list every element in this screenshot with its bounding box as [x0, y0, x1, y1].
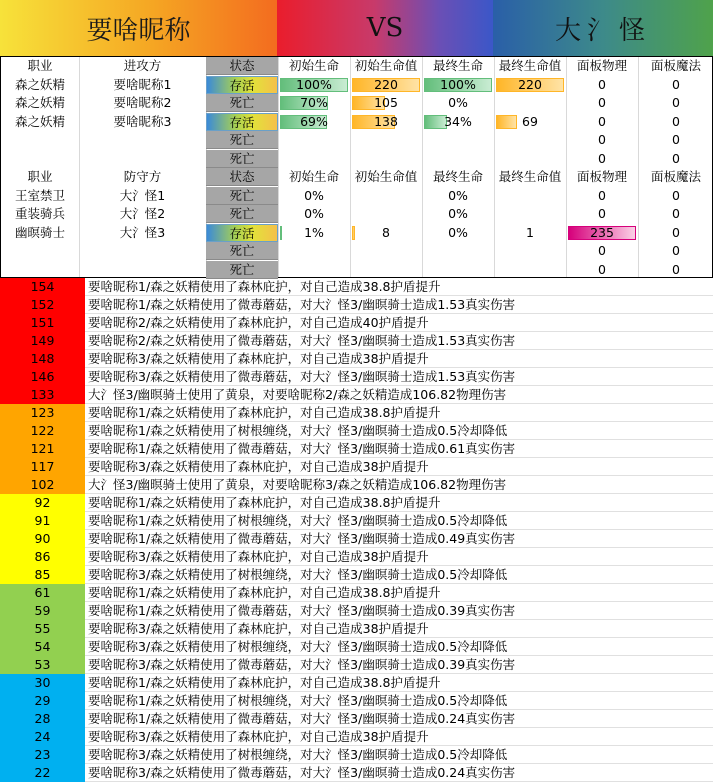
unit-job [1, 150, 79, 168]
log-row [0, 458, 713, 476]
log-row [0, 728, 713, 746]
log-turn: 61 [0, 584, 85, 602]
unit-job [1, 242, 79, 260]
log-message: 要啥昵称1/森之妖精使用了树根缠绕，对大氵怪3/幽暝骑士造成0.5冷却降低 [88, 513, 508, 528]
unit-name: 要啥昵称1 [113, 76, 172, 92]
log-turn: 90 [0, 530, 85, 548]
final-hp-percent: 0% [448, 206, 468, 221]
header-cell: 职业 [27, 169, 53, 184]
log-row [0, 296, 713, 314]
initial-hp-percent: 70% [300, 95, 328, 110]
log-row [0, 404, 713, 422]
initial-hp-percent: 69% [300, 113, 328, 129]
final-hp-percent: 0% [448, 95, 468, 110]
battle-log [0, 278, 713, 782]
unit-status: 死亡 [206, 205, 278, 223]
log-turn: 23 [0, 746, 85, 764]
header-cell: 进攻方 [123, 58, 162, 73]
log-row [0, 422, 713, 440]
log-turn: 24 [0, 728, 85, 746]
log-turn: 117 [0, 458, 85, 476]
unit-status: 存活 [206, 224, 278, 242]
panel-magic: 0 [672, 113, 680, 129]
log-turn: 146 [0, 368, 85, 386]
log-message: 要啥昵称1/森之妖精使用了森林庇护，对自己造成38.8护盾提升 [88, 495, 441, 510]
log-message: 要啥昵称3/森之妖精使用了树根缠绕，对大氵怪3/幽暝骑士造成0.5冷却降低 [88, 567, 508, 582]
panel-magic: 0 [672, 76, 680, 92]
panel-physical: 0 [598, 150, 606, 166]
initial-hp-value: 8 [382, 224, 390, 240]
log-turn: 133 [0, 386, 85, 404]
final-hp-percent [422, 150, 494, 168]
log-message: 要啥昵称3/森之妖精使用了森林庇护，对自己造成38护盾提升 [88, 351, 429, 366]
unit-status: 存活 [206, 113, 278, 131]
initial-hp-value [350, 242, 422, 260]
header-cell: 初始生命 [288, 169, 339, 184]
header-cell: 面板物理 [576, 58, 627, 73]
log-message: 要啥昵称1/森之妖精使用了微毒蘑菇，对大氵怪3/幽暝骑士造成1.53真实伤害 [88, 297, 516, 312]
unit-name: 要啥昵称2 [113, 95, 172, 110]
panel-physical: 235 [590, 224, 614, 240]
table-header-row [1, 168, 713, 186]
log-message: 要啥昵称3/森之妖精使用了树根缠绕，对大氵怪3/幽暝骑士造成0.5冷却降低 [88, 747, 508, 762]
log-row [0, 764, 713, 782]
unit-status: 死亡 [206, 150, 278, 168]
log-message: 要啥昵称2/森之妖精使用了微毒蘑菇，对大氵怪3/幽暝骑士造成1.53真实伤害 [88, 333, 516, 348]
log-message: 要啥昵称1/森之妖精使用了微毒蘑菇，对大氵怪3/幽暝骑士造成0.49真实伤害 [88, 531, 516, 546]
panel-magic: 0 [672, 150, 680, 166]
unit-row [1, 261, 713, 279]
log-row [0, 548, 713, 566]
unit-job [1, 261, 79, 279]
panel-physical: 0 [598, 187, 606, 203]
final-hp-percent [422, 242, 494, 260]
panel-magic: 0 [672, 187, 680, 203]
log-message: 要啥昵称3/森之妖精使用了微毒蘑菇，对大氵怪3/幽暝骑士造成0.39真实伤害 [88, 657, 516, 672]
log-turn: 22 [0, 764, 85, 782]
log-row [0, 674, 713, 692]
initial-hp-value [350, 131, 422, 149]
panel-magic: 0 [672, 95, 680, 110]
log-turn: 54 [0, 638, 85, 656]
log-turn: 123 [0, 404, 85, 422]
header-cell: 最终生命 [432, 169, 483, 184]
final-hp-percent: 100% [440, 76, 476, 92]
panel-physical: 0 [598, 261, 606, 277]
panel-physical: 0 [598, 206, 606, 221]
log-row [0, 494, 713, 512]
log-turn: 154 [0, 278, 85, 296]
panel-physical: 0 [598, 243, 606, 258]
unit-name: 大氵怪2 [119, 206, 166, 221]
panel-magic: 0 [672, 224, 680, 240]
panel-magic: 0 [672, 261, 680, 277]
initial-hp-percent: 0% [304, 206, 324, 221]
log-turn: 29 [0, 692, 85, 710]
initial-hp-percent [278, 261, 350, 279]
log-row [0, 350, 713, 368]
log-message: 要啥昵称1/森之妖精使用了树根缠绕，对大氵怪3/幽暝骑士造成0.5冷却降低 [88, 693, 508, 708]
initial-hp-value: 220 [374, 76, 398, 92]
log-row [0, 530, 713, 548]
log-message: 要啥昵称1/森之妖精使用了森林庇护，对自己造成38.8护盾提升 [88, 405, 441, 420]
unit-row [1, 187, 713, 205]
unit-name [79, 150, 206, 168]
final-hp-value [494, 131, 566, 149]
initial-hp-percent [278, 242, 350, 260]
initial-hp-percent [278, 131, 350, 149]
log-row [0, 692, 713, 710]
unit-job: 重装骑兵 [14, 206, 65, 221]
panel-physical: 0 [598, 132, 606, 147]
log-row [0, 620, 713, 638]
unit-row [1, 150, 713, 168]
header-cell: 面板魔法 [650, 58, 701, 73]
log-row [0, 440, 713, 458]
unit-row [1, 76, 713, 94]
initial-hp-value [350, 150, 422, 168]
log-turn: 91 [0, 512, 85, 530]
log-message: 大氵怪3/幽暝骑士使用了黄泉，对要啥昵称3/森之妖精造成106.82物理伤害 [88, 477, 507, 492]
log-message: 要啥昵称3/森之妖精使用了森林庇护，对自己造成38护盾提升 [88, 729, 429, 744]
unit-status: 死亡 [206, 187, 278, 205]
final-hp-value [494, 150, 566, 168]
unit-name [79, 242, 206, 260]
log-row [0, 368, 713, 386]
final-hp-value: 220 [518, 76, 542, 92]
log-row [0, 656, 713, 674]
unit-row [1, 242, 713, 260]
log-turn: 122 [0, 422, 85, 440]
table-header-row [1, 57, 713, 75]
final-hp-value [494, 205, 566, 223]
final-hp-value [494, 94, 566, 112]
log-row [0, 746, 713, 764]
initial-hp-percent: 0% [304, 187, 324, 203]
log-row [0, 332, 713, 350]
log-message: 要啥昵称3/森之妖精使用了森林庇护，对自己造成38护盾提升 [88, 621, 429, 636]
log-message: 大氵怪3/幽暝骑士使用了黄泉，对要啥昵称2/森之妖精造成106.82物理伤害 [88, 387, 507, 402]
log-message: 要啥昵称1/森之妖精使用了微毒蘑菇，对大氵怪3/幽暝骑士造成0.61真实伤害 [88, 441, 516, 456]
log-turn: 148 [0, 350, 85, 368]
unit-row [1, 205, 713, 223]
unit-name [79, 261, 206, 279]
unit-name [79, 131, 206, 149]
battle-banner [0, 0, 713, 56]
final-hp-value: 1 [526, 224, 534, 240]
header-cell: 面板魔法 [650, 169, 701, 184]
unit-row [1, 224, 713, 242]
unit-job: 森之妖精 [14, 113, 65, 129]
panel-physical: 0 [598, 76, 606, 92]
unit-status: 死亡 [206, 94, 278, 112]
log-message: 要啥昵称3/森之妖精使用了微毒蘑菇，对大氵怪3/幽暝骑士造成0.24真实伤害 [88, 765, 516, 780]
header-cell: 面板物理 [576, 169, 627, 184]
final-hp-value: 69 [522, 113, 538, 129]
unit-name: 要啥昵称3 [113, 113, 172, 129]
log-row [0, 710, 713, 728]
log-turn: 59 [0, 602, 85, 620]
log-turn: 152 [0, 296, 85, 314]
header-cell: 初始生命 [288, 58, 339, 73]
log-message: 要啥昵称1/森之妖精使用了微毒蘑菇，对大氵怪3/幽暝骑士造成0.39真实伤害 [88, 603, 516, 618]
final-hp-percent: 0% [448, 224, 468, 240]
log-message: 要啥昵称2/森之妖精使用了森林庇护，对自己造成40护盾提升 [88, 315, 429, 330]
unit-status: 存活 [206, 76, 278, 94]
log-turn: 85 [0, 566, 85, 584]
panel-magic: 0 [672, 243, 680, 258]
log-row [0, 566, 713, 584]
defender-team-name: 大氵怪 [493, 0, 713, 56]
log-turn: 86 [0, 548, 85, 566]
final-hp-percent [422, 261, 494, 279]
log-turn: 53 [0, 656, 85, 674]
unit-job [1, 131, 79, 149]
header-cell: 最终生命值 [498, 58, 562, 73]
unit-status: 死亡 [206, 261, 278, 279]
initial-hp-percent: 100% [296, 76, 332, 92]
unit-job: 王室禁卫 [14, 187, 65, 203]
log-message: 要啥昵称3/森之妖精使用了森林庇护，对自己造成38护盾提升 [88, 459, 429, 474]
log-row [0, 512, 713, 530]
header-cell: 防守方 [123, 169, 162, 184]
log-turn: 102 [0, 476, 85, 494]
log-row [0, 476, 713, 494]
final-hp-value [494, 242, 566, 260]
log-turn: 151 [0, 314, 85, 332]
unit-name: 大氵怪1 [119, 187, 166, 203]
log-message: 要啥昵称1/森之妖精使用了森林庇护，对自己造成38.8护盾提升 [88, 279, 441, 294]
log-row [0, 386, 713, 404]
attacker-team-name: 要啥昵称 [0, 0, 277, 56]
panel-physical: 0 [598, 113, 606, 129]
log-row [0, 278, 713, 296]
log-message: 要啥昵称1/森之妖精使用了森林庇护，对自己造成38.8护盾提升 [88, 585, 441, 600]
header-cell: 状态 [206, 57, 278, 75]
unit-job: 幽暝骑士 [14, 224, 65, 240]
initial-hp-value: 138 [374, 113, 398, 129]
log-message: 要啥昵称3/森之妖精使用了树根缠绕，对大氵怪3/幽暝骑士造成0.5冷却降低 [88, 639, 508, 654]
initial-hp-value [350, 261, 422, 279]
header-cell: 初始生命值 [354, 169, 418, 184]
unit-row [1, 94, 713, 112]
header-cell: 最终生命值 [498, 169, 562, 184]
unit-row [1, 131, 713, 149]
log-row [0, 638, 713, 656]
log-message: 要啥昵称3/森之妖精使用了森林庇护，对自己造成38护盾提升 [88, 549, 429, 564]
header-cell: 状态 [206, 168, 278, 186]
log-message: 要啥昵称1/森之妖精使用了森林庇护，对自己造成38.8护盾提升 [88, 675, 441, 690]
log-turn: 30 [0, 674, 85, 692]
header-cell: 职业 [27, 58, 53, 73]
unit-name: 大氵怪3 [119, 224, 166, 240]
unit-row [1, 113, 713, 131]
final-hp-percent: 0% [448, 187, 468, 203]
log-turn: 28 [0, 710, 85, 728]
unit-job: 森之妖精 [14, 76, 65, 92]
initial-hp-percent [278, 150, 350, 168]
versus-label: VS [277, 0, 493, 56]
log-row [0, 602, 713, 620]
initial-hp-value: 105 [374, 95, 398, 110]
log-turn: 92 [0, 494, 85, 512]
log-turn: 55 [0, 620, 85, 638]
log-turn: 149 [0, 332, 85, 350]
initial-hp-value [350, 205, 422, 223]
unit-status: 死亡 [206, 131, 278, 149]
panel-physical: 0 [598, 95, 606, 110]
battle-stats-table [0, 56, 713, 278]
log-turn: 121 [0, 440, 85, 458]
final-hp-value [494, 261, 566, 279]
final-hp-percent [422, 131, 494, 149]
final-hp-percent: 34% [444, 113, 472, 129]
log-row [0, 584, 713, 602]
final-hp-value [494, 187, 566, 205]
unit-job: 森之妖精 [14, 95, 65, 110]
log-message: 要啥昵称1/森之妖精使用了微毒蘑菇，对大氵怪3/幽暝骑士造成0.24真实伤害 [88, 711, 516, 726]
panel-magic: 0 [672, 132, 680, 147]
unit-status: 死亡 [206, 242, 278, 260]
initial-hp-percent: 1% [304, 224, 324, 240]
header-cell: 初始生命值 [354, 58, 418, 73]
log-message: 要啥昵称3/森之妖精使用了微毒蘑菇，对大氵怪3/幽暝骑士造成1.53真实伤害 [88, 369, 516, 384]
panel-magic: 0 [672, 206, 680, 221]
header-cell: 最终生命 [432, 58, 483, 73]
log-message: 要啥昵称1/森之妖精使用了树根缠绕，对大氵怪3/幽暝骑士造成0.5冷却降低 [88, 423, 508, 438]
initial-hp-value [350, 187, 422, 205]
log-row [0, 314, 713, 332]
